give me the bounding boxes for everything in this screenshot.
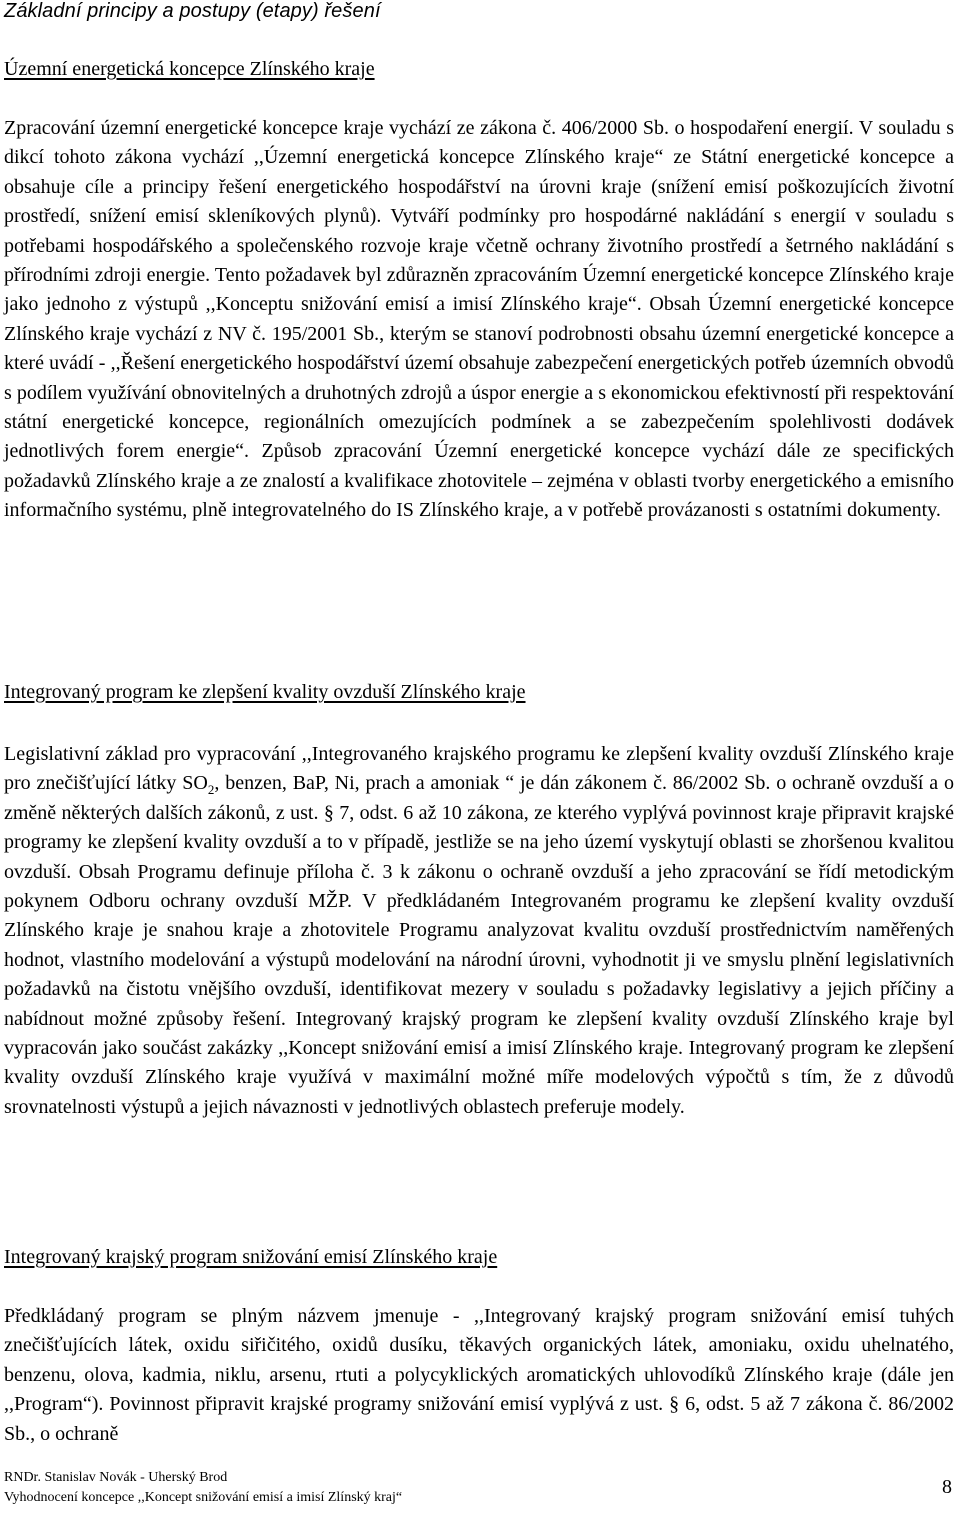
section-paragraph-energy-concept: Zpracování územní energetické koncepce kraje vychází ze zákona č. 406/2000 Sb. o hospodaření energií. V souladu s dikcí tohoto zákona vychází ,,Územní energetická koncepce Zlínského kraje“ ze Státní energetické koncepce a obsahuje cíle a principy řešení energetického hospodářství na úrovni kraje (snížení emisí poškozujících životní prostředí, snížení emisí skleníkových plynů). Vytváří podmínky pro hospodárné nakládání s energií v souladu s potřebami hospodářského a společenského rozvoje kraje včetně ochrany životního prostředí a šetrného nakládání s přírodními zdroji energie. Tento požadavek byl zdůrazněn zpracováním Územní energetické koncepce Zlínského kraje jako jednoho z výstupů ,,Konceptu snižování emisí a imisí Zlínského kraje“. Obsah Územní energetické koncepce Zlínského kraje vychází z NV č. 195/2001 Sb., kterým se stanoví podrobnosti obsahu územní energetické koncepce a které uvádí - ,,Řešení energetického hospodářství území obsahuje zabezpečení energetických potřeb územních obvodů s podílem využívání obnovitelných a druhotných zdrojů a úspor energie a s ekonomickou efektivností při respektování státní energetické koncepce, regionálních omezujících podmínek a se zabezpečením spolehlivosti dodávek jednotlivých forem energie“. Způsob zpracování Územní energetické koncepce vychází dále ze specifických požadavků Zlínského kraje a ze znalostí a kvalifikace zhotovitele – zejména v oblasti tvorby energetického a emisního informačního systému, plně integrovatelného do IS Zlínského kraje, a v potřebě provázanosti s ostatními dokumenty. bbox=[4, 117, 954, 522]
footer-author: RNDr. Stanislav Novák - Uherský Brod bbox=[4, 1470, 228, 1485]
subscript-two: 2 bbox=[207, 782, 215, 798]
section-heading-emission-program: Integrovaný krajský program snižování emisí Zlínského kraje bbox=[4, 1246, 498, 1268]
section-heading-energy-concept: Územní energetická koncepce Zlínského kraje bbox=[4, 58, 375, 80]
page-number: 8 bbox=[942, 1476, 952, 1498]
paragraph-text-part: Legislativní základ pro vypracování ,,Integrovaného krajského programu ke zlepšení kvality ovzduší Zlínského kraje pro znečišťující látky SO bbox=[4, 743, 954, 795]
paragraph-text-part: , benzen, BaP, Ni, prach a amoniak “ je dán zákonem č. 86/2002 Sb. o ochraně ovzduší a o změně některých dalších zákonů, z ust. § 7, odst. 6 až 10 zákona, ze kterého vyplývá povinnost kraje připravit krajské programy ke zlepšení kvality ovzduší a to v případě, jestliže se na jeho území vyskytují oblasti se zhoršenou kvalitou ovzduší. Obsah Programu definuje příloha č. 3 k zákonu o ochraně ovzduší a jeho zpracování se řídí metodickým pokynem Odboru ochrany ovzduší MŽP. V předkládaném Integrovaném programu ke zlepšení kvality ovzduší Zlínského kraje je snahou kraje a zhotovitele Programu analyzovat kvalitu ovzduší prostřednictvím naměřených hodnot, vlastního modelování a výstupů modelování na národní úrovni, vyhodnotit ji ve smyslu plnění legislativních požadavků na čistotu vnějšího ovzduší, identifikovat mezery v souladu s požadavky legislativy a jejich příčiny a nabídnout možné způsoby řešení. Integrovaný krajský program ke zlepšení kvality ovzduší Zlínského kraje byl vypracován jako součást zakázky ,,Koncept snižování emisí a imisí Zlínského kraje. Integrovaný program ke zlepšení kvality ovzduší Zlínského kraje využívá v maximální možné míře modelových výpočtů s tím, že z důvodů srovnatelnosti výstupů a jejich návaznosti v jednotlivých oblastech preferuje modely. bbox=[4, 772, 955, 1118]
section-paragraph-emission-program: Předkládaný program se plným názvem jmenuje - ,,Integrovaný krajský program snižování emisí tuhých znečišťujících látek, oxidu siřičitého, oxidů dusíku, těkavých organických látek, amoniaku, oxidu uhelnatého, benzenu, olova, kadmia, niklu, arsenu, rtuti a polycyklických aromatických uhlovodíků Zlínského kraje (dále jen ,,Program“). Povinnost připravit krajské programy snižování emisí vyplývá z ust. § 6, odst. 5 až 7 zákona č. 86/2002 Sb., o ochraně bbox=[4, 1305, 954, 1445]
document-title: Základní principy a postupy (etapy) řešení bbox=[4, 0, 381, 22]
section-heading-air-quality: Integrovaný program ke zlepšení kvality ovzduší Zlínského kraje bbox=[4, 681, 526, 703]
section-paragraph-air-quality bbox=[4, 740, 954, 1122]
footer-document-name: Vyhodnocení koncepce ,,Koncept snižování emisí a imisí Zlínský kraj“ bbox=[4, 1490, 403, 1505]
